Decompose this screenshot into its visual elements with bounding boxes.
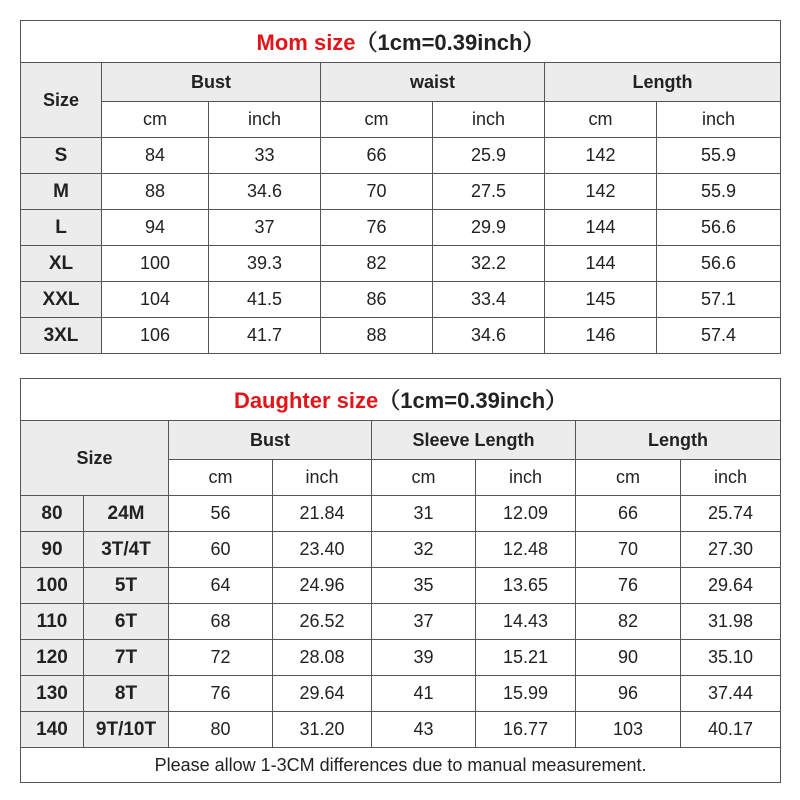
measurement-cell: 12.09 [476,496,576,532]
measurement-cell: 94 [102,210,209,246]
age-cell: 3T/4T [84,532,169,568]
unit-header: inch [681,460,781,496]
unit-header: cm [102,102,209,138]
daughter-table-title [21,379,781,421]
size-cell: S [21,138,102,174]
mom-table-title [21,21,781,63]
measurement-cell: 145 [545,282,657,318]
table-row [21,174,781,210]
age-cell: 24M [84,496,169,532]
measurement-cell: 43 [372,712,476,748]
measurement-cell: 104 [102,282,209,318]
measurement-cell: 144 [545,210,657,246]
daughter-size-table [20,378,781,783]
table-row [21,532,781,568]
measurement-cell: 100 [102,246,209,282]
measurement-cell: 35 [372,568,476,604]
measurement-cell: 25.74 [681,496,781,532]
measurement-cell: 29.64 [681,568,781,604]
measurement-cell: 32.2 [433,246,545,282]
measurement-cell: 76 [169,676,273,712]
daughter-group-header: Bust [169,421,372,460]
measurement-cell: 24.96 [273,568,372,604]
measurement-cell: 68 [169,604,273,640]
measurement-cell: 55.9 [657,138,781,174]
daughter-title-note: （1cm=0.39inch） [378,388,568,413]
measurement-cell: 28.08 [273,640,372,676]
measurement-cell: 56.6 [657,246,781,282]
unit-header: inch [657,102,781,138]
measurement-cell: 41.5 [209,282,321,318]
mom-group-header: waist [321,63,545,102]
table-row [21,568,781,604]
measurement-cell: 29.64 [273,676,372,712]
age-cell: 6T [84,604,169,640]
mom-size-table [20,20,781,354]
measurement-cell: 41.7 [209,318,321,354]
measurement-cell: 64 [169,568,273,604]
measurement-cell: 32 [372,532,476,568]
unit-header: cm [372,460,476,496]
table-row [21,640,781,676]
size-cell: L [21,210,102,246]
unit-header: cm [169,460,273,496]
size-cell: 3XL [21,318,102,354]
measurement-cell: 76 [321,210,433,246]
measurement-cell: 39 [372,640,476,676]
measurement-cell: 31.98 [681,604,781,640]
measurement-cell: 142 [545,174,657,210]
table-row [21,246,781,282]
size-cell: 110 [21,604,84,640]
measurement-cell: 37.44 [681,676,781,712]
mom-group-header: Bust [102,63,321,102]
table-row [21,138,781,174]
daughter-group-header: Length [576,421,781,460]
size-cell: M [21,174,102,210]
measurement-cell: 144 [545,246,657,282]
age-cell: 7T [84,640,169,676]
table-row [21,210,781,246]
measurement-cell: 27.5 [433,174,545,210]
unit-header: inch [433,102,545,138]
measurement-cell: 142 [545,138,657,174]
size-cell: 130 [21,676,84,712]
measurement-cell: 29.9 [433,210,545,246]
measurement-cell: 41 [372,676,476,712]
measurement-cell: 66 [576,496,681,532]
table-row [21,604,781,640]
measurement-cell: 106 [102,318,209,354]
measurement-cell: 146 [545,318,657,354]
measurement-cell: 37 [209,210,321,246]
mom-size-header: Size [21,63,102,138]
measurement-cell: 40.17 [681,712,781,748]
measurement-cell: 57.4 [657,318,781,354]
measurement-cell: 35.10 [681,640,781,676]
measurement-cell: 80 [169,712,273,748]
measurement-cell: 57.1 [657,282,781,318]
measurement-cell: 26.52 [273,604,372,640]
size-cell: 80 [21,496,84,532]
unit-header: cm [576,460,681,496]
measurement-cell: 33 [209,138,321,174]
measurement-cell: 12.48 [476,532,576,568]
measurement-cell: 34.6 [209,174,321,210]
measurement-cell: 72 [169,640,273,676]
table-row [21,496,781,532]
unit-header: cm [321,102,433,138]
measurement-cell: 25.9 [433,138,545,174]
age-cell: 8T [84,676,169,712]
measurement-cell: 14.43 [476,604,576,640]
table-row [21,282,781,318]
unit-header: inch [476,460,576,496]
size-cell: 90 [21,532,84,568]
daughter-title-text: Daughter size [233,388,379,413]
size-cell: XL [21,246,102,282]
measurement-cell: 55.9 [657,174,781,210]
measurement-cell: 76 [576,568,681,604]
size-cell: 100 [21,568,84,604]
age-cell: 5T [84,568,169,604]
measurement-cell: 33.4 [433,282,545,318]
measurement-cell: 37 [372,604,476,640]
measurement-cell: 39.3 [209,246,321,282]
unit-header: inch [209,102,321,138]
measurement-cell: 15.99 [476,676,576,712]
measurement-cell: 103 [576,712,681,748]
measurement-cell: 31.20 [273,712,372,748]
measurement-cell: 23.40 [273,532,372,568]
measurement-cell: 88 [321,318,433,354]
measurement-cell: 90 [576,640,681,676]
measurement-cell: 31 [372,496,476,532]
measurement-cell: 13.65 [476,568,576,604]
mom-group-header: Length [545,63,781,102]
table-row [21,712,781,748]
measurement-cell: 82 [576,604,681,640]
measurement-cell: 56.6 [657,210,781,246]
measurement-cell: 15.21 [476,640,576,676]
measurement-cell: 66 [321,138,433,174]
measurement-cell: 34.6 [433,318,545,354]
size-cell: XXL [21,282,102,318]
size-cell: 140 [21,712,84,748]
measurement-cell: 82 [321,246,433,282]
measurement-cell: 70 [576,532,681,568]
measurement-cell: 84 [102,138,209,174]
unit-header: inch [273,460,372,496]
measurement-cell: 60 [169,532,273,568]
measurement-cell: 56 [169,496,273,532]
measurement-cell: 88 [102,174,209,210]
table-row [21,676,781,712]
daughter-group-header: Sleeve Length [372,421,576,460]
measurement-cell: 86 [321,282,433,318]
measurement-cell: 96 [576,676,681,712]
unit-header: cm [545,102,657,138]
daughter-size-header: Size [21,421,169,496]
age-cell: 9T/10T [84,712,169,748]
table-row [21,318,781,354]
measurement-note: Please allow 1-3CM differences due to manual measurement. [21,748,781,783]
measurement-cell: 27.30 [681,532,781,568]
measurement-cell: 21.84 [273,496,372,532]
measurement-cell: 70 [321,174,433,210]
mom-title-text: Mom size [256,30,356,55]
size-cell: 120 [21,640,84,676]
measurement-cell: 16.77 [476,712,576,748]
mom-title-note: （1cm=0.39inch） [355,30,545,55]
